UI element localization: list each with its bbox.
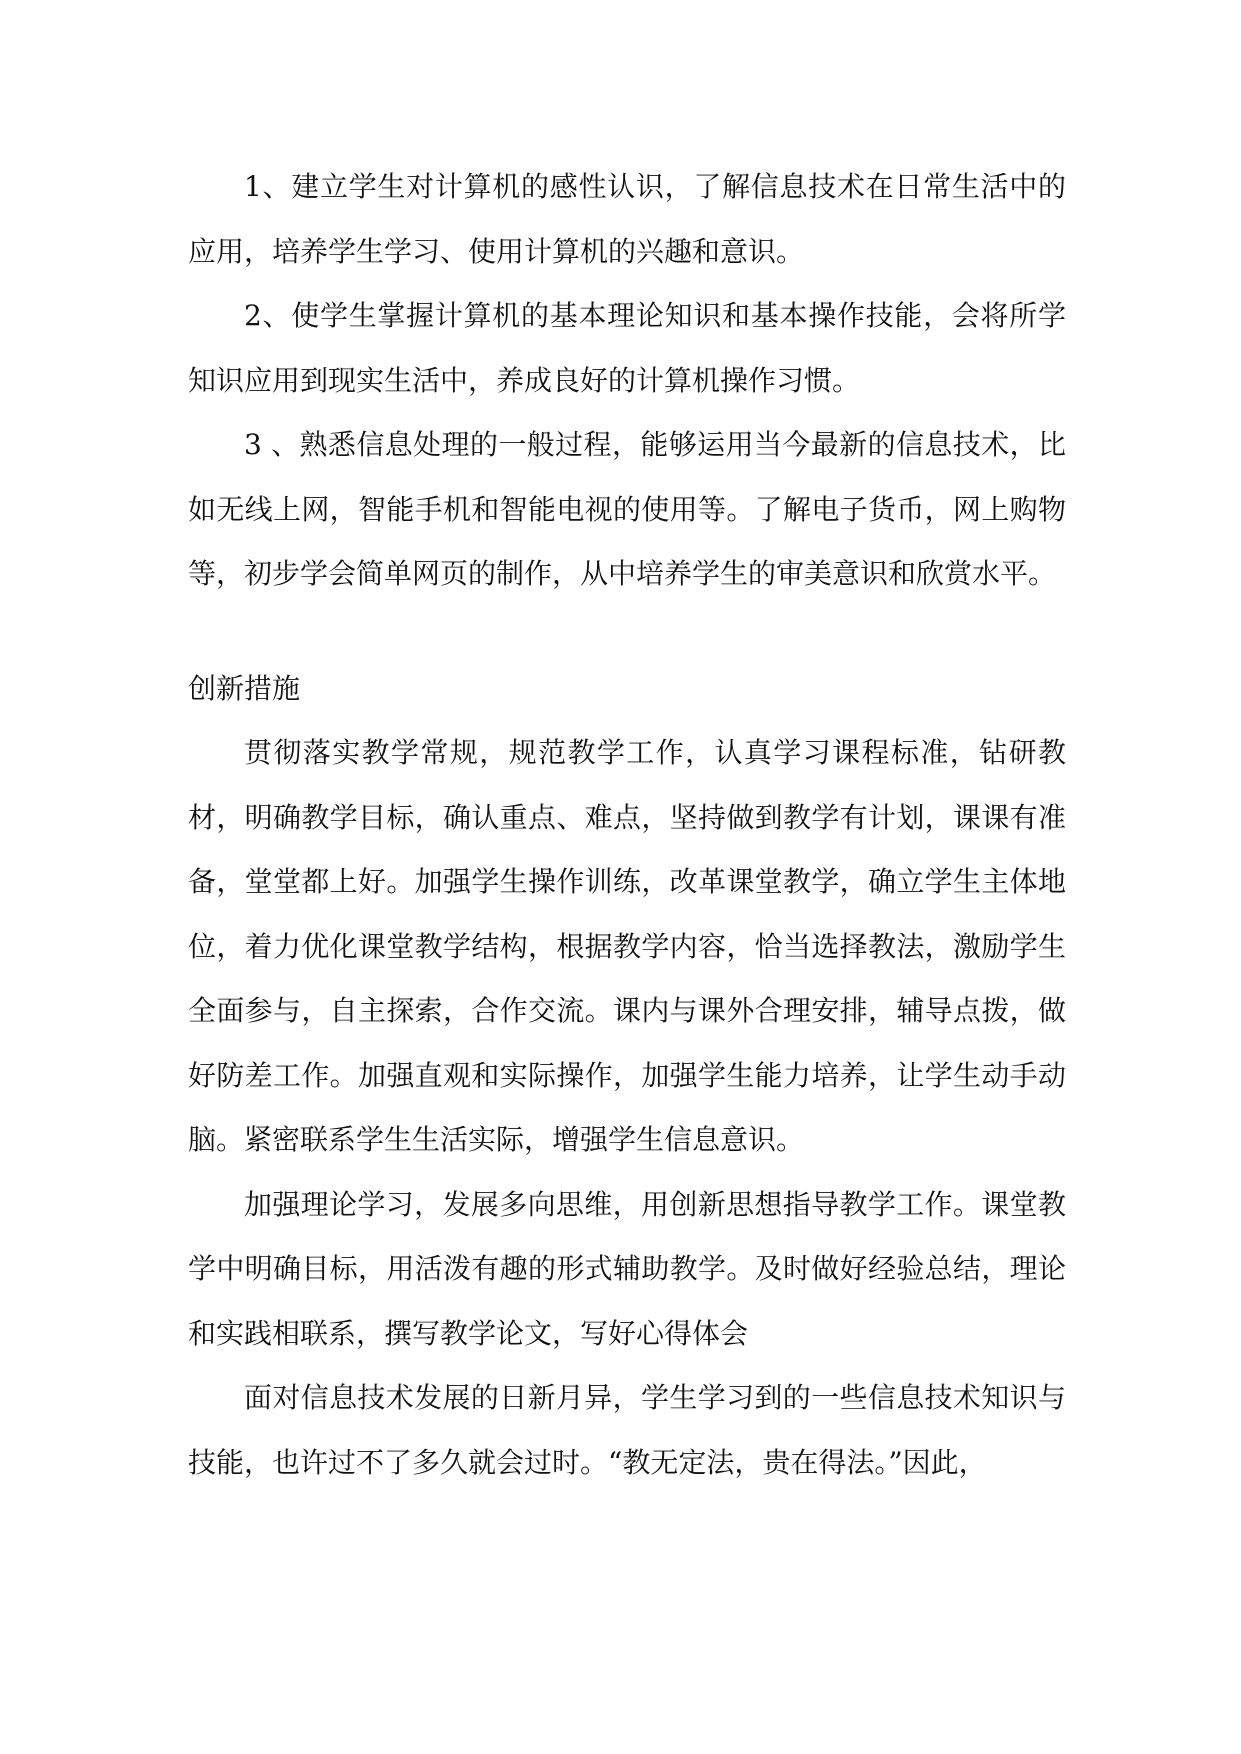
objective-paragraph-1: 1、建立学生对计算机的感性认识，了解信息技术在日常生活中的应用，培养学生学习、使用计算机的兴趣和意识。	[188, 170, 1066, 268]
objective-paragraph-2: 2、使学生掌握计算机的基本理论知识和基本操作技能，会将所学知识应用到现实生活中，养成良好的计算机操作习惯。	[188, 299, 1066, 397]
section-heading: 创新措施	[188, 671, 301, 705]
measure-paragraph-2: 加强理论学习，发展多向思维，用创新思想指导教学工作。课堂教学中明确目标，用活泼有趣的形式辅助教学。及时做好经验总结，理论和实践相联系，撰写教学论文，写好心得体会	[188, 1187, 1066, 1350]
objective-paragraph-3: 3 、熟悉信息处理的一般过程，能够运用当今最新的信息技术，比如无线上网，智能手机和智能电视的使用等。了解电子货币，网上购物等，初步学会简单网页的制作，从中培养学生的审美意识和欣赏水平。	[188, 428, 1066, 590]
document-body	[188, 155, 1066, 1495]
measure-paragraph-1: 贯彻落实教学常规，规范教学工作，认真学习课程标准，钻研教材，明确教学目标，确认重点、难点，坚持做到教学有计划，课课有准备，堂堂都上好。加强学生操作训练，改革课堂教学，确立学生主体地位，着力优化课堂教学结构，根据教学内容，恰当选择教法，激励学生全面参与，自主探索，合作交流。课内与课外合理安排，辅导点拨，做好防差工作。加强直观和实际操作，加强学生能力培养，让学生动手动脑。紧密联系学生生活实际，增强学生信息意识。	[188, 736, 1066, 1156]
measure-paragraph-3: 面对信息技术发展的日新月异，学生学习到的一些信息技术知识与技能，也许过不了多久就会过时。“教无定法，贵在得法。”因此，	[188, 1381, 1066, 1479]
